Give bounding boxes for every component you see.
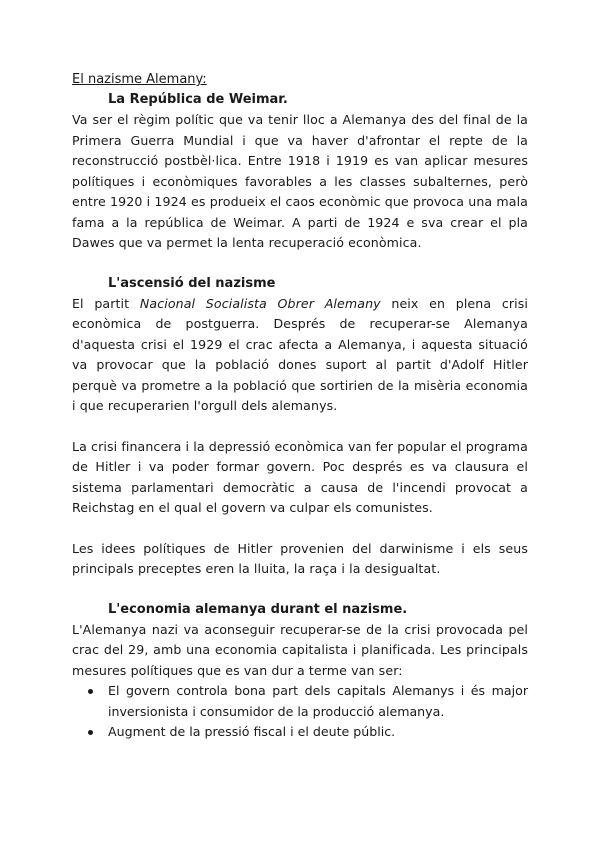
list-item-text: El govern controla bona part dels capitals Alemanys i és major inversionista i consumidor de la producció alemanya.	[108, 683, 528, 719]
bullet-icon	[88, 730, 93, 735]
paragraph-ascensio-3: Les idees polítiques de Hitler provenien del darwinisme i els seus principals preceptes eren la lluita, la raça i la desigualtat.	[72, 540, 528, 576]
measures-list	[72, 681, 528, 743]
document-title: El nazisme Alemany:	[72, 72, 207, 87]
paragraph-ascensio-2: La crisi financera i la depressió econòmica van fer popular el programa de Hitler i va poder formar govern. Poc després es va clausura el sistema parlamentari democràtic a causa de l'incendi provocat a Reichstag en el qual el govern va culpar els comunistes.	[72, 438, 528, 515]
bullet-icon	[88, 689, 93, 694]
section-heading-ascensio: L'ascensió del nazisme	[108, 275, 276, 291]
spacer	[72, 417, 528, 437]
spacer	[72, 580, 528, 600]
list-item	[108, 681, 528, 722]
list-item	[108, 722, 528, 743]
spacer	[72, 519, 528, 539]
spacer	[72, 254, 528, 274]
paragraph-ascensio-1	[72, 294, 528, 417]
p1-before: El partit	[72, 295, 140, 311]
section-heading-economia: L'economia alemanya durant el nazisme.	[108, 601, 408, 617]
p1-after: neix en plena crisi econòmica de postguerra. Després de recuperar-se Alemanya d'aquesta crisi el 1929 el crac afecta a Alemanya, i aquesta situació va provocar que la població dones suport al partit d'Adolf Hitler perquè va prometre a la població que sortirien de la misèria economia i que recuperarien l'orgull dels alemanys.	[72, 295, 528, 413]
party-name: Nacional Socialista Obrer Alemany	[139, 295, 381, 311]
section-heading-weimar: La República de Weimar.	[108, 92, 288, 107]
list-item-text: Augment de la pressió fiscal i el deute públic.	[108, 724, 396, 739]
paragraph-weimar: Va ser el règim polític que va tenir lloc a Alemanya des del final de la Primera Guerra Mundial i que va haver d'afrontar el repte de la reconstrucció postbèl·lica. Entre 1918 i 1919 es van aplicar mesures polítiques i econòmiques favorables a les classes subalternes, però entre 1920 i 1924 es produeix el caos econòmic que provoca una mala fama a la república de Weimar. A parti de 1924 e sva crear el pla Dawes que va permet la lenta recuperació econòmica.	[72, 112, 528, 250]
paragraph-economia: L'Alemanya nazi va aconseguir recuperar-se de la crisi provocada pel crac del 29, amb una economia capitalista i planificada. Les principals mesures polítiques que es van dur a terme van ser:	[72, 621, 528, 678]
